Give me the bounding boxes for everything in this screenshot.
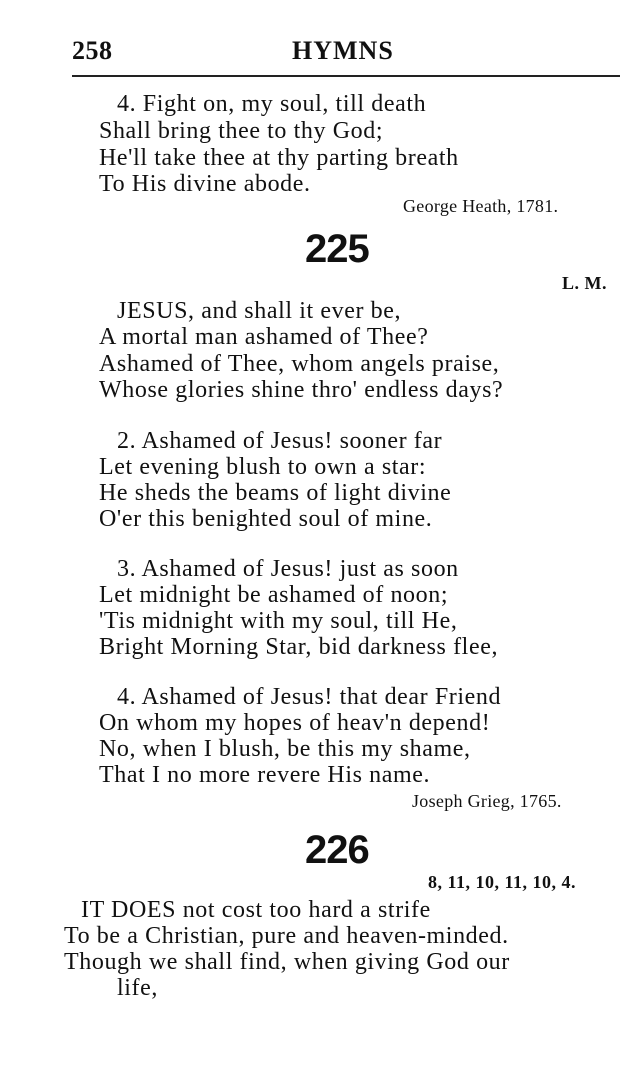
- verse-line: Let midnight be ashamed of noon;: [99, 582, 449, 608]
- verse-line: 3. Ashamed of Jesus! just as soon: [117, 556, 459, 582]
- verse-line: Let evening blush to own a star:: [99, 454, 427, 480]
- verse-line: Ashamed of Thee, whom angels praise,: [99, 351, 500, 377]
- running-head: HYMNS: [292, 36, 394, 65]
- verse-line: Whose glories shine thro' endless days?: [99, 377, 504, 403]
- verse-line: To His divine abode.: [99, 171, 311, 197]
- verse-line: IT DOES not cost too hard a strife: [81, 897, 431, 923]
- hymn-attribution: Joseph Grieg, 1765.: [412, 791, 562, 811]
- verse-line: Shall bring thee to thy God;: [99, 118, 384, 144]
- hymn-attribution: George Heath, 1781.: [403, 196, 559, 216]
- verse-line: No, when I blush, be this my shame,: [99, 736, 471, 762]
- verse-line: A mortal man ashamed of Thee?: [99, 324, 429, 350]
- verse-line: He sheds the beams of light divine: [99, 480, 452, 506]
- verse-line: 'Tis midnight with my soul, till He,: [99, 608, 458, 634]
- hymn-meter: 8, 11, 10, 11, 10, 4.: [428, 872, 577, 892]
- verse-line: On whom my hopes of heav'n depend!: [99, 710, 491, 736]
- header-rule: [72, 75, 620, 77]
- hymn-number: 225: [305, 227, 369, 271]
- verse-line: JESUS, and shall it ever be,: [117, 298, 402, 324]
- verse-line: He'll take thee at thy parting breath: [99, 145, 459, 171]
- verse-line: That I no more revere His name.: [99, 762, 431, 788]
- page-header: [72, 36, 620, 76]
- verse-line: O'er this benighted soul of mine.: [99, 506, 433, 532]
- verse-line: 4. Ashamed of Jesus! that dear Friend: [117, 684, 502, 710]
- verse-line: To be a Christian, pure and heaven-minded.: [64, 923, 509, 949]
- verse-line: life,: [117, 975, 158, 1001]
- page-number: 258: [72, 36, 113, 65]
- hymn-meter: L. M.: [562, 273, 607, 293]
- verse-line: 2. Ashamed of Jesus! sooner far: [117, 428, 443, 454]
- hymn-number: 226: [305, 828, 369, 872]
- verse-line: 4. Fight on, my soul, till death: [117, 91, 427, 117]
- verse-line: Bright Morning Star, bid darkness flee,: [99, 634, 499, 660]
- verse-line: Though we shall find, when giving God our: [64, 949, 510, 975]
